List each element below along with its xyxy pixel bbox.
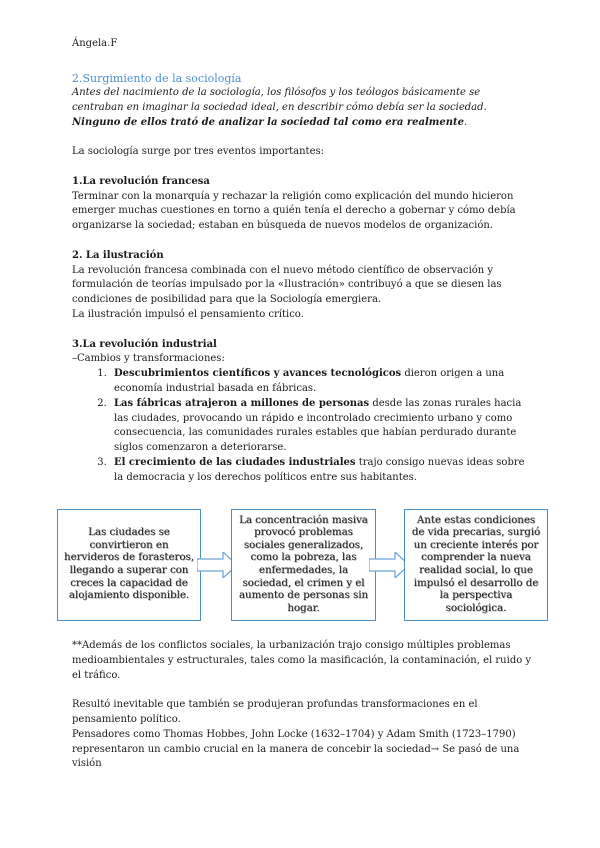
arrow-shape [369, 552, 409, 578]
industrial-changes-list [72, 367, 532, 485]
event2-title: 2. La ilustración [72, 249, 164, 261]
main-content [72, 71, 532, 486]
right-arrow-icon [369, 552, 409, 578]
list-item-bold: El crecimiento de las ciudades industriales [114, 456, 356, 468]
intro-paragraph [72, 86, 532, 130]
after-content [72, 639, 532, 772]
diagram-box-cities [57, 509, 201, 621]
event1-text: Terminar con la monarquía y rechazar la religión como explicación del mundo hicieron emerger muchas cuestiones en torno a quién tenía el derecho a gobernar y cómo debía organizarse la sociedad; estaban en búsqueda de nuevos modelos de organización. [72, 190, 516, 232]
intro-italic-text: Antes del nacimiento de la sociología, los filósofos y los teólogos básicamente se centraban en imaginar la sociedad ideal, en describir cómo debía ser la sociedad. [72, 87, 487, 113]
note-paragraph: **Además de los conflictos sociales, la urbanización trajo consigo múltiples problemas medioambientales y estructurales, tales como la masificación, la contaminación, el ruido y el tráfico. [72, 640, 532, 681]
list-item-bold: Descubrimientos científicos y avances tecnológicos [114, 368, 402, 380]
list-item-text: dieron origen a una economía industrial basada en fábricas. [114, 368, 505, 394]
list-item-text: desde las zonas rurales hacia las ciudades, provocando un rápido e incontrolado crecimiento urbano y como consecuencia, las comunidades rurales estables que habían perdurado durante siglos comenzaron a deteriorarse. [114, 397, 522, 454]
list-item [110, 367, 532, 397]
political-paragraph: Resultó inevitable que también se produjeran profundas transformaciones en el pensamiento político. [72, 699, 478, 725]
list-item-bold: Las fábricas atrajeron a millones de personas [114, 397, 370, 409]
list-item [110, 397, 532, 456]
list-item [110, 456, 532, 486]
list-item-text: trajo consigo nuevas ideas sobre la democracia y los derechos políticos entre sus habitantes. [114, 456, 525, 483]
event2-text: La revolución francesa combinada con el nuevo método científico de observación y formulación de teorías impulsado por la «Ilustración» contribuyó a que se diesen las condiciones de posibilidad para que la Sociología emergiera. [72, 264, 502, 306]
section-heading: 2.Surgimiento de la sociología [72, 72, 242, 85]
intro-bold-text: Ninguno de ellos trató de analizar la sociedad tal como era realmente [72, 116, 465, 128]
intro-end-text: . [464, 116, 468, 128]
diagram-box-text: Las ciudades se convirtieron en hervideros de forasteros, llegando a superar con creces la capacidad de alojamiento disponible. [64, 527, 194, 602]
diagram-box-problems [231, 509, 376, 621]
diagram-box-text: Ante estas condiciones de vida precarias, surgió un creciente interés por comprender la nueva realidad social, lo que impulsó el desarrollo de la perspectiva sociológica. [411, 514, 541, 614]
event1-title: 1.La revolución francesa [72, 175, 210, 187]
lead-paragraph: La sociología surge por tres eventos importantes: [72, 146, 324, 158]
author-name: Ángela.F [72, 38, 118, 49]
thinkers-paragraph: Pensadores como Thomas Hobbes, John Locke (1632–1704) y Adam Smith (1723–1790) representaron un cambio crucial en la manera de concebir la sociedad→ Se pasó de una visión [72, 728, 520, 770]
event3-title: 3.La revolución industrial [72, 338, 217, 350]
process-diagram [57, 509, 549, 623]
diagram-box-text: La concentración masiva provocó problemas sociales generalizados, como la pobreza, las enfermedades, la sociedad, el crimen y el aumento de personas sin hogar. [238, 514, 369, 614]
diagram-box-sociology [404, 509, 548, 621]
event2-text-2: La ilustración impulsó el pensamiento crítico. [72, 308, 304, 320]
event3-subtitle: –Cambios y transformaciones: [72, 353, 225, 365]
